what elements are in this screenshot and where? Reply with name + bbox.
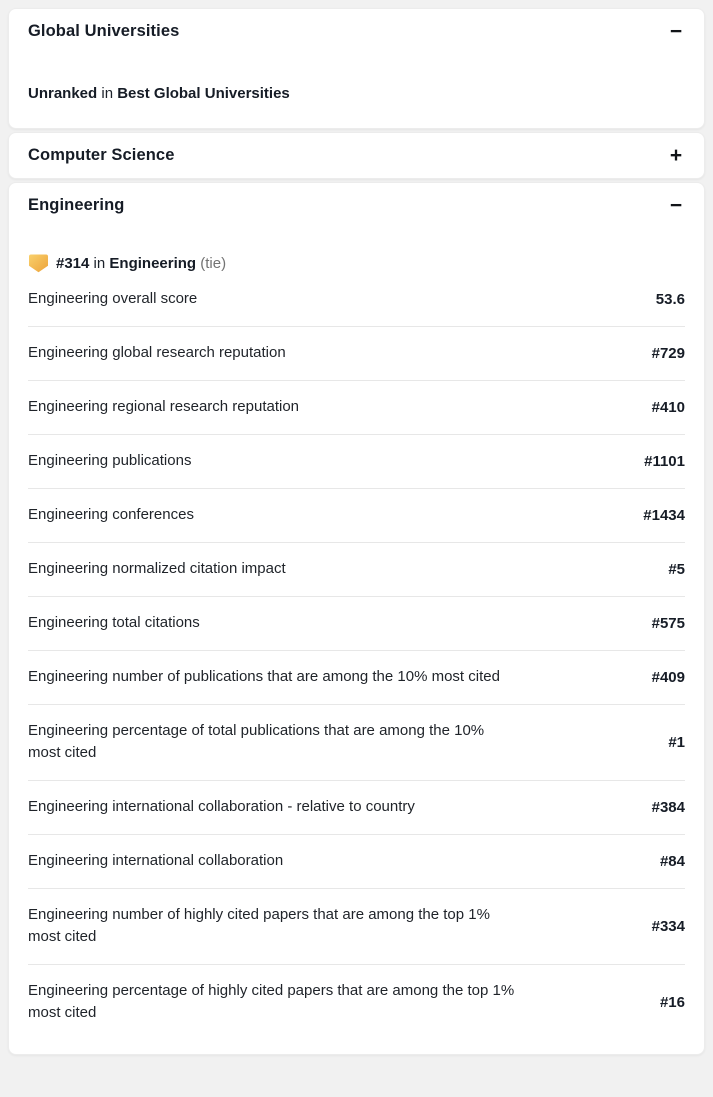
in-text: in [93,254,106,272]
stat-row-value: #5 [668,560,685,578]
stat-row [28,889,685,965]
section-title-computer-science: Computer Science [28,146,175,164]
stat-row [28,781,685,835]
stat-row-label: Engineering number of highly cited papers that are among the top 1% most cited [28,906,490,945]
stat-row [28,651,685,705]
stat-row-value: #16 [659,993,685,1011]
stat-row-value: #1434 [643,506,685,524]
stat-row-value: #84 [659,852,685,870]
rank-category: Engineering [109,254,197,272]
stat-row [28,273,685,327]
ribbon-badge-icon [28,254,49,273]
stat-row-value: 53.6 [655,290,685,308]
in-text: in [101,85,114,102]
stat-row-label: Engineering number of publications that are among the 10% most cited [28,668,500,685]
stat-row-label: Engineering total citations [28,614,200,631]
section-header-engineering[interactable] [21,194,692,217]
stat-row-value: #409 [651,668,685,686]
stat-row-value: #334 [651,917,685,935]
tie-note: (tie) [200,254,227,272]
unranked-note [28,85,685,102]
stat-row [28,597,685,651]
stat-row-label: Engineering normalized citation impact [28,560,286,577]
stat-row-value: #1 [668,733,685,751]
stat-row [28,381,685,435]
stat-row-label: Engineering regional research reputation [28,398,300,415]
stat-row-value: #384 [651,798,685,816]
stat-row-value: #729 [651,344,685,362]
stat-row [28,835,685,889]
section-title-engineering: Engineering [28,196,125,214]
section-title-global-universities: Global Universities [28,22,180,40]
stat-row-value: #575 [651,614,685,632]
stat-row [28,435,685,489]
section-global-universities [8,8,705,129]
rank-number: #314 [56,254,90,272]
stat-row-label: Engineering conferences [28,506,194,523]
stat-row-label: Engineering international collaboration [28,852,284,869]
expand-plus-icon[interactable]: + [669,143,683,167]
stat-row-label: Engineering international collaboration - relative to country [28,798,415,815]
section-engineering [8,182,705,1055]
collapse-minus-icon[interactable]: − [669,19,683,43]
stat-row [28,705,685,781]
stat-row-label: Engineering global research reputation [28,344,286,361]
engineering-rows [28,273,685,1040]
stat-row [28,965,685,1040]
section-computer-science [8,132,705,179]
stat-row-value: #410 [651,398,685,416]
section-header-computer-science[interactable] [21,144,692,167]
best-global-universities-label: Best Global Universities [117,85,290,102]
stat-row-value: #1101 [644,452,685,470]
rank-text [56,255,226,272]
collapse-minus-icon[interactable]: − [669,193,683,217]
stat-row [28,543,685,597]
stat-row [28,327,685,381]
stat-row [28,489,685,543]
engineering-rank-line [28,253,685,273]
unranked-label: Unranked [28,85,98,102]
stat-row-label: Engineering overall score [28,290,198,307]
section-header-global-universities[interactable] [21,20,692,43]
stat-row-label: Engineering publications [28,452,192,469]
stat-row-label: Engineering percentage of highly cited papers that are among the top 1% most cited [28,982,515,1021]
stat-row-label: Engineering percentage of total publications that are among the 10% most cited [28,722,485,761]
